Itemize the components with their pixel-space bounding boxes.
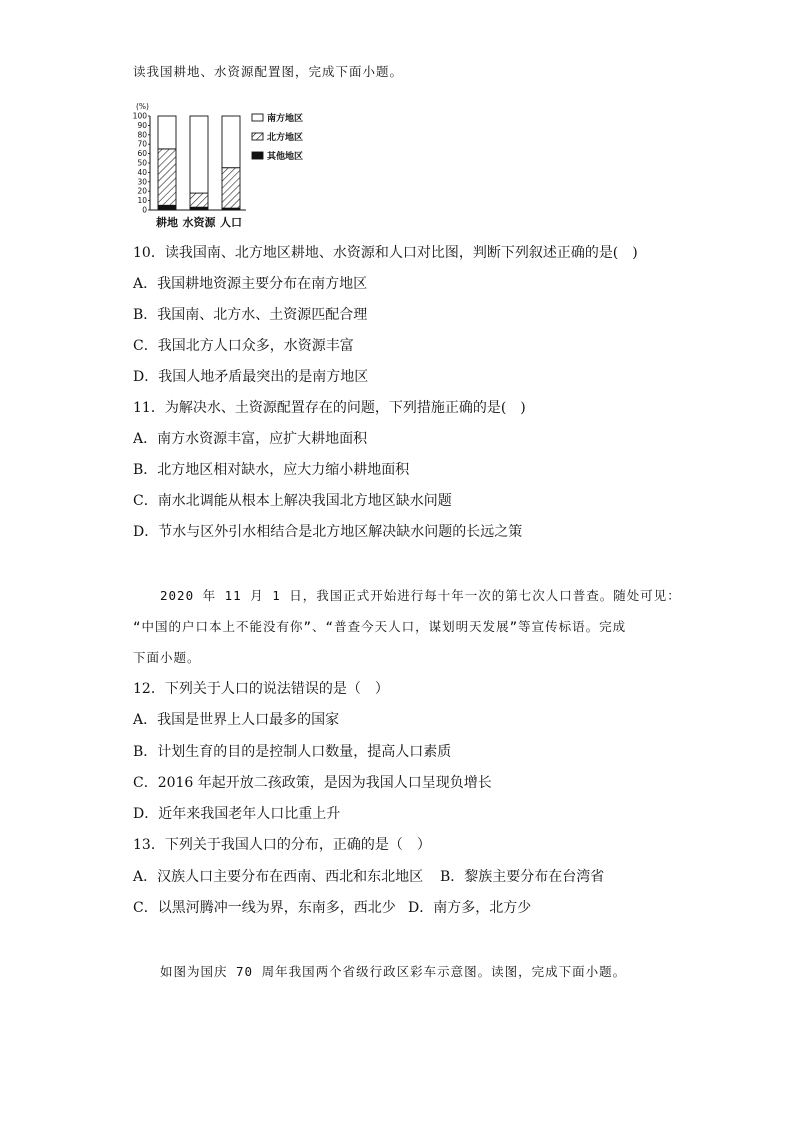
legend-swatch	[252, 114, 263, 121]
intro-3: 如图为国庆 70 周年我国两个省级行政区彩车示意图。读图，完成下面小题。	[160, 964, 627, 979]
q12-option-c: C．2016 年起开放二孩政策，是因为我国人口呈现负增长	[133, 775, 492, 791]
bar-segment-南方地区-水资源	[190, 116, 208, 193]
legend-label: 北方地区	[267, 133, 304, 143]
y-tick-label: 60	[137, 149, 147, 159]
x-tick-label: 人口	[220, 216, 242, 229]
q11-option-b: B．北方地区相对缺水，应大力缩小耕地面积	[133, 462, 410, 478]
q11-option-c: C．南水北调能从根本上解决我国北方地区缺水问题	[133, 493, 452, 509]
y-tick-label: 50	[137, 158, 147, 168]
q10-option-a: A．我国耕地资源主要分布在南方地区	[133, 276, 368, 292]
q13-stem: 13．下列关于我国人口的分布，正确的是（ ）	[133, 837, 431, 853]
bar-segment-北方地区-耕地	[158, 149, 176, 205]
chart-unit-label: (%)	[136, 102, 149, 111]
legend-swatch	[252, 133, 263, 140]
q12-option-a: A．我国是世界上人口最多的国家	[133, 712, 340, 728]
y-tick-label: 10	[137, 196, 147, 206]
y-tick-label: 90	[137, 120, 147, 130]
y-tick-label: 80	[137, 130, 147, 140]
legend-label: 南方地区	[267, 114, 304, 124]
intro-2-line-3: 下面小题。	[133, 650, 201, 665]
q12-stem: 12．下列关于人口的说法错误的是（ ）	[133, 681, 389, 697]
y-tick-label: 40	[137, 167, 147, 177]
y-tick-label: 70	[137, 139, 147, 149]
q10-option-d: D．我国人地矛盾最突出的是南方地区	[133, 369, 369, 385]
q11-option-d: D．节水与区外引水相结合是北方地区解决缺水问题的长远之策	[133, 524, 523, 540]
x-tick-label: 耕地	[156, 216, 178, 229]
bar-segment-其他地区-耕地	[158, 205, 176, 210]
q12-option-d: D．近年来我国老年人口比重上升	[133, 806, 341, 822]
x-tick-label: 水资源	[182, 216, 216, 229]
bar-segment-南方地区-耕地	[158, 116, 176, 149]
y-tick-label: 100	[132, 111, 147, 121]
q11-option-a: A．南方水资源丰富，应扩大耕地面积	[133, 431, 368, 447]
legend-label: 其他地区	[267, 152, 304, 162]
q13-option-a: A．汉族人口主要分布在西南、西北和东北地区	[133, 869, 424, 885]
y-tick-label: 30	[137, 177, 147, 187]
bar-segment-北方地区-水资源	[190, 193, 208, 207]
bar-segment-北方地区-人口	[222, 168, 240, 208]
intro-2-line-1: 2020 年 11 月 1 日，我国正式开始进行每十年一次的第七次人口普查。随处可见：	[160, 588, 681, 603]
q13-option-d: D．南方多，北方少	[408, 900, 532, 916]
q13-option-c: C．以黑河腾冲一线为界，东南多，西北少	[133, 900, 396, 916]
y-tick-label: 0	[142, 205, 147, 215]
intro-1: 读我国耕地、水资源配置图，完成下面小题。	[133, 64, 404, 79]
stacked-bar-chart	[128, 98, 328, 230]
q13-option-b: B．黎族主要分布在台湾省	[440, 869, 605, 885]
legend-swatch	[252, 152, 263, 159]
q10-stem: 10．读我国南、北方地区耕地、水资源和人口对比图，判断下列叙述正确的是( )	[133, 245, 638, 261]
q10-option-b: B．我国南、北方水、土资源匹配合理	[133, 307, 368, 323]
q12-option-b: B．计划生育的目的是控制人口数量，提高人口素质	[133, 744, 452, 760]
y-tick-label: 20	[137, 186, 147, 196]
bar-segment-南方地区-人口	[222, 116, 240, 168]
q11-stem: 11．为解决水、土资源配置存在的问题，下列措施正确的是( )	[133, 400, 526, 416]
q10-option-c: C．我国北方人口众多，水资源丰富	[133, 338, 354, 354]
intro-2-line-2: “中国的户口本上不能没有你”、“普查今天人口，谋划明天发展”等宣传标语。完成	[133, 619, 627, 634]
